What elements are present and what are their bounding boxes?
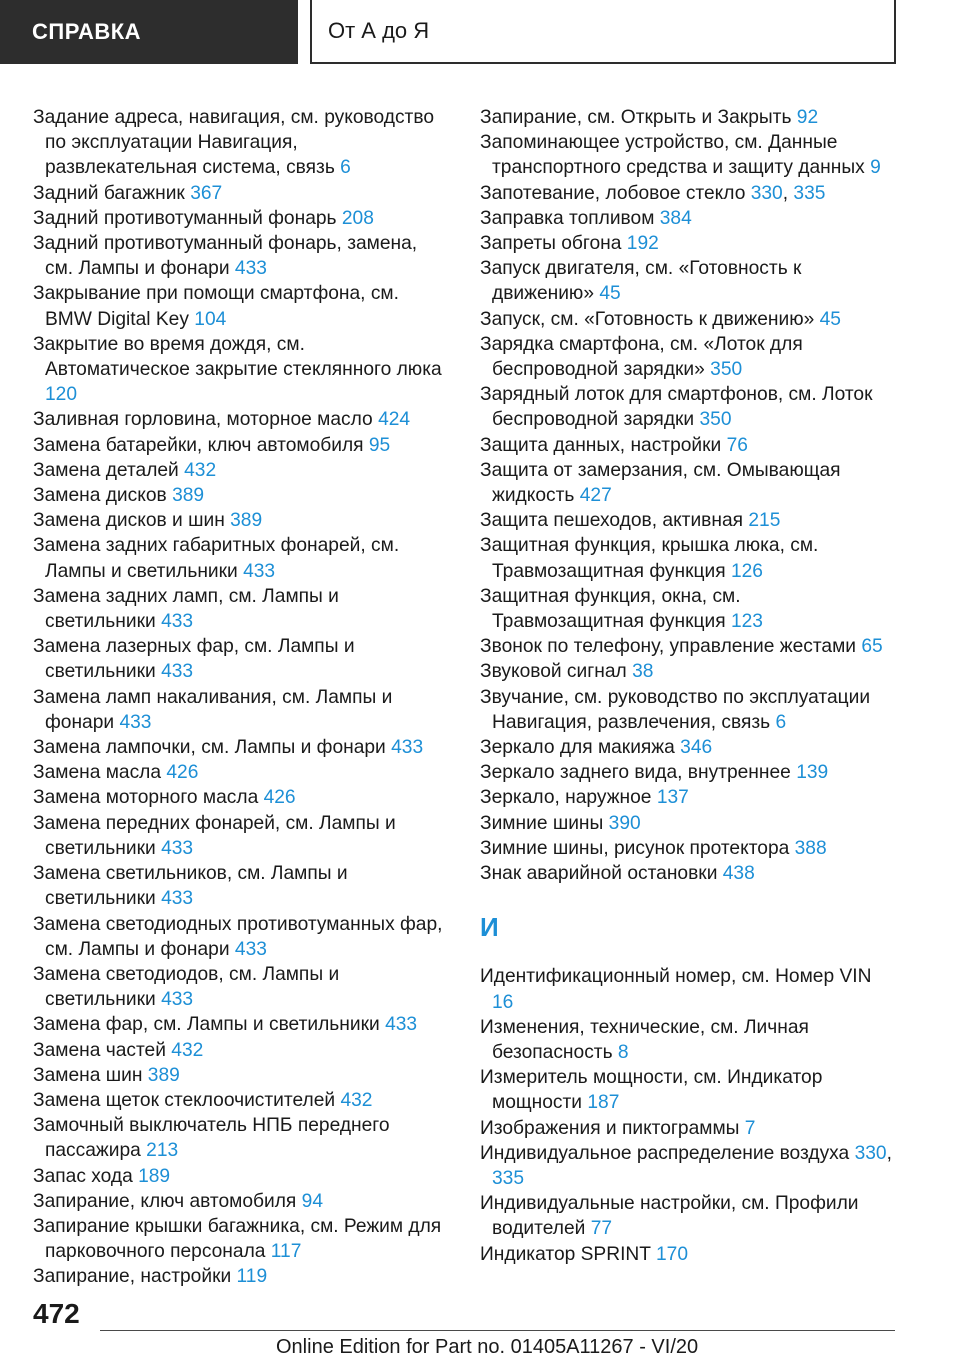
index-entry — [480, 231, 895, 256]
index-entry-text: Зеркало заднего вида, внутреннее — [480, 762, 791, 784]
index-entry-text: Замена фар, см. Лампы и светильники — [33, 1014, 380, 1036]
page-reference-link[interactable]: 433 — [391, 737, 424, 759]
index-entry-text: Замена лампочки, см. Лампы и фонари — [33, 737, 386, 759]
page-reference-link[interactable]: 77 — [590, 1218, 613, 1240]
index-entry — [480, 332, 895, 382]
page-reference-link[interactable]: 367 — [190, 182, 223, 204]
index-group-z — [480, 105, 895, 886]
index-entry — [33, 1189, 448, 1214]
page-reference-link[interactable]: 9 — [870, 157, 881, 179]
index-entry — [33, 861, 448, 911]
index-entry-text: Защитная функция, крышка люка, см. Травмозащитная функция — [480, 535, 819, 582]
page-reference-link[interactable]: 433 — [385, 1014, 418, 1036]
index-entry — [480, 1065, 895, 1115]
index-entry-text: Заправка топливом — [480, 207, 655, 229]
index-entry-text: Замена моторного масла — [33, 787, 259, 809]
index-entry-text: Идентификационный номер, см. Номер VIN — [480, 966, 872, 988]
index-entry — [33, 483, 448, 508]
page-reference-link[interactable]: 7 — [744, 1117, 756, 1139]
page-reference-link[interactable]: 213 — [146, 1140, 179, 1162]
index-entry — [480, 533, 895, 583]
page-reference-link[interactable]: 6 — [340, 157, 351, 179]
index-entry-text: Защитная функция, окна, см. Травмозащитная функция — [480, 585, 741, 633]
index-entry-text: Запоминающее устройство, см. Данные транспортного средства и защиту данных — [480, 132, 865, 179]
index-entry-text: Замена шин — [33, 1064, 143, 1086]
index-entry-text: Индикатор SPRINT — [480, 1243, 651, 1265]
index-entry: Запотевание, лобовое стекло 330, 335 — [480, 182, 826, 204]
index-entry — [480, 1242, 895, 1267]
index-entry — [33, 735, 448, 760]
page-reference-link[interactable]: 384 — [659, 207, 692, 229]
page-reference-link[interactable]: 95 — [368, 434, 391, 456]
page-reference-link[interactable]: 389 — [147, 1064, 180, 1086]
index-entry-text: Запотевание, лобовое стекло — [480, 182, 746, 204]
page-reference-link[interactable]: 208 — [341, 207, 374, 229]
page-reference-link[interactable]: 119 — [236, 1266, 268, 1288]
index-group-i — [480, 964, 895, 1266]
page-reference-link[interactable]: 123 — [730, 611, 763, 633]
index-entry-text: Запуск двигателя, см. «Готовность к движению» — [480, 258, 802, 305]
index-entry — [480, 1015, 895, 1065]
page-reference-link[interactable]: 330 — [750, 182, 783, 204]
index-entry-text: Задний противотуманный фонарь, замена, см. Лампы и фонари — [33, 233, 418, 280]
page-reference-link[interactable]: 438 — [722, 863, 755, 885]
index-entry — [33, 811, 448, 861]
index-entry — [33, 962, 448, 1012]
index-entry — [33, 685, 448, 735]
index-entry-text: Защита пешеходов, активная — [480, 510, 744, 532]
index-entry-text: Зеркало для макияжа — [480, 737, 675, 759]
index-entry — [33, 332, 448, 408]
page-reference-link[interactable]: 433 — [119, 711, 152, 733]
index-entry-text: Зарядный лоток для смартфонов, см. Лоток беспроводной зарядки — [480, 384, 873, 431]
index-entry-text: Закрывание при помощи смартфона, см. BMW Digital Key — [33, 283, 399, 330]
index-entry-text: Зимние шины — [480, 812, 604, 834]
page-reference-link[interactable]: 350 — [699, 409, 732, 431]
index-entry-text: Запас хода — [33, 1165, 133, 1187]
page-reference-link[interactable]: 433 — [234, 258, 267, 280]
page-number: 472 — [33, 1298, 80, 1329]
page-reference-link[interactable]: 117 — [270, 1241, 302, 1263]
index-entry-text: Замена деталей — [33, 459, 179, 481]
page-reference-link[interactable]: 65 — [861, 636, 883, 658]
page-reference-link[interactable]: 433 — [161, 611, 194, 633]
page-reference-link[interactable]: 16 — [492, 991, 514, 1013]
index-entry — [480, 735, 895, 760]
index-entry-text: Запирание, настройки — [33, 1266, 232, 1288]
index-entry — [480, 1116, 895, 1141]
footer-edition-text: Online Edition for Part no. 01405A11267 - VI/20 — [276, 1336, 699, 1358]
index-entry — [33, 1164, 448, 1189]
index-entry-text: Замена дисков и шин — [33, 510, 225, 532]
page-reference-link[interactable]: 335 — [793, 182, 826, 204]
page-reference-link[interactable]: 433 — [161, 661, 194, 683]
index-entry — [33, 1012, 448, 1037]
index-entry-text: Запуск, см. «Готовность к движению» — [480, 308, 815, 330]
page-reference-link[interactable]: 94 — [301, 1190, 323, 1212]
page-reference-link[interactable]: 390 — [608, 812, 641, 834]
page-reference-link[interactable]: 187 — [587, 1092, 620, 1114]
index-entry-text: Замена задних габаритных фонарей, см. Лампы и светильники — [33, 535, 400, 582]
index-entry — [480, 861, 895, 886]
index-entry — [480, 256, 895, 306]
index-entry — [33, 533, 448, 583]
index-entry — [33, 281, 448, 331]
page-reference-link[interactable]: 388 — [794, 837, 827, 859]
index-entry — [480, 760, 895, 785]
page-reference-link[interactable]: 433 — [243, 560, 276, 582]
index-entry-text: Закрытие во время дождя, см. Автоматическое закрытие стеклянного люка — [33, 333, 442, 381]
index-entry-text: Замена светодиодов, см. Лампы и светильники — [33, 963, 340, 1011]
page-reference-link[interactable]: 389 — [230, 510, 263, 532]
page-reference-link[interactable]: 38 — [632, 661, 654, 683]
index-entry-text: Замена задних ламп, см. Лампы и светильники — [33, 585, 339, 633]
index-entry — [480, 584, 895, 634]
index-entry — [33, 1214, 448, 1264]
index-entry-text: Задний противотуманный фонарь — [33, 207, 337, 229]
section-letter-heading: И — [480, 912, 499, 943]
index-entry-text: Индивидуальные настройки, см. Профили водителей — [480, 1193, 859, 1240]
page-reference-link[interactable]: 45 — [819, 308, 841, 330]
page-reference-link[interactable]: 6 — [775, 711, 787, 733]
index-entry — [33, 181, 448, 206]
page-reference-link[interactable]: 335 — [492, 1167, 525, 1189]
index-entry — [33, 105, 448, 181]
index-entry-text: Зеркало, наружное — [480, 787, 652, 809]
index-entry — [480, 105, 895, 130]
index-entry — [33, 760, 448, 785]
index-entry — [480, 382, 895, 432]
index-entry-text: Замена светодиодных противотуманных фар, см. Лампы и фонари — [33, 913, 443, 960]
page-reference-link[interactable]: 126 — [730, 560, 763, 582]
index-entry — [480, 458, 895, 508]
index-entry-text: Замена лазерных фар, см. Лампы и светильники — [33, 636, 355, 683]
index-entry — [480, 811, 895, 836]
index-column-left — [33, 105, 448, 1290]
page-reference-link[interactable]: 433 — [161, 837, 194, 859]
index-entry — [480, 785, 895, 810]
index-entry-text: Задание адреса, навигация, см. руководство по эксплуатации Навигация, развлекательная система, связь — [33, 107, 434, 179]
index-entry-text: Замочный выключатель НПБ переднего пассажира — [33, 1115, 390, 1162]
index-entry-text: Замена частей — [33, 1039, 166, 1061]
page-reference-link[interactable]: 426 — [263, 787, 296, 809]
page-reference-link[interactable]: 432 — [184, 459, 217, 481]
index-entry-text: Изменения, технические, см. Личная безопасность — [480, 1016, 809, 1063]
index-entry-text: Запреты обгона — [480, 233, 622, 255]
section-tab[interactable]: СПРАВКА — [0, 0, 298, 64]
index-entry — [33, 407, 448, 432]
index-entry — [480, 433, 895, 458]
index-entry — [480, 634, 895, 659]
index-entry — [480, 307, 895, 332]
index-entry — [33, 785, 448, 810]
index-entry — [33, 1264, 448, 1289]
page-reference-link[interactable]: 346 — [680, 737, 713, 759]
index-entry — [480, 836, 895, 861]
index-column-right — [480, 105, 895, 1267]
index-entry — [33, 1063, 448, 1088]
index-entry-text: Заливная горловина, моторное масло — [33, 409, 373, 431]
index-entry-text: Измеритель мощности, см. Индикатор мощности — [480, 1067, 823, 1114]
index-entry-text: Замена щеток стеклоочистителей — [33, 1089, 336, 1111]
index-entry — [33, 584, 448, 634]
index-entry-text: Звучание, см. руководство по эксплуатации Навигация, развлечения, связь — [480, 686, 871, 733]
index-entry — [33, 1113, 448, 1163]
index-entry-text: Замена светильников, см. Лампы и светильники — [33, 863, 348, 910]
page-reference-link[interactable]: 104 — [194, 308, 227, 330]
index-entry-text: Знак аварийной остановки — [480, 863, 718, 885]
index-entry — [33, 912, 448, 962]
page-reference-link[interactable]: 350 — [710, 359, 743, 381]
index-entry-text: Запирание крышки багажника, см. Режим для парковочного персонала — [33, 1215, 442, 1263]
footer-divider — [100, 1330, 895, 1331]
page-reference-link[interactable]: 433 — [234, 938, 267, 960]
index-entry-text: Индивидуальное распределение воздуха — [480, 1142, 850, 1164]
index-entry-text: Изображения и пиктограммы — [480, 1117, 740, 1139]
index-entry — [33, 206, 448, 231]
index-entry — [33, 508, 448, 533]
page-reference-link[interactable]: 192 — [626, 233, 659, 255]
index-entry — [33, 433, 448, 458]
page-reference-link[interactable]: 433 — [161, 989, 194, 1011]
index-entry — [480, 685, 895, 735]
index-entry-text: Замена дисков — [33, 485, 167, 507]
index-entry-text: Зимние шины, рисунок протектора — [480, 837, 790, 859]
index-entry-text: Замена батарейки, ключ автомобиля — [33, 434, 364, 456]
page-reference-link[interactable]: 120 — [45, 384, 78, 406]
page-reference-link[interactable]: 92 — [796, 107, 819, 128]
index-entry-text: Замена ламп накаливания, см. Лампы и фонари — [33, 686, 393, 733]
index-entry — [480, 964, 895, 1014]
page-reference-link[interactable]: 189 — [138, 1165, 171, 1187]
chapter-title: От А до Я — [310, 0, 896, 64]
index-entry — [33, 458, 448, 483]
index-entry — [33, 634, 448, 684]
page-reference-link[interactable]: 139 — [796, 762, 829, 784]
page-reference-link[interactable]: 427 — [579, 485, 612, 507]
index-entry — [480, 130, 895, 180]
index-entry — [480, 659, 895, 684]
index-entry-text: Защита данных, настройки — [480, 434, 722, 456]
index-entry-text: Замена масла — [33, 762, 162, 784]
page-header — [0, 0, 960, 64]
page-reference-link[interactable]: 215 — [748, 510, 781, 532]
index-entry — [480, 508, 895, 533]
page-reference-link[interactable]: 433 — [161, 888, 194, 910]
page-reference-link[interactable]: 137 — [656, 787, 689, 809]
index-entry — [33, 231, 448, 281]
index-entry-text: Запирание, см. Открыть и Закрыть — [480, 107, 792, 128]
page-reference-link[interactable]: 170 — [655, 1243, 688, 1265]
index-entry-text: Звонок по телефону, управление жестами — [480, 636, 856, 658]
index-entry-text: Защита от замерзания, см. Омывающая жидкость — [480, 459, 841, 507]
page-reference-link[interactable]: 432 — [171, 1039, 204, 1061]
index-entry — [480, 206, 895, 231]
page-reference-link[interactable]: 330 — [854, 1142, 887, 1164]
index-entry-text: Задний багажник — [33, 182, 185, 204]
page-reference-link[interactable]: 76 — [726, 434, 748, 456]
index-entry-text: Звуковой сигнал — [480, 661, 627, 683]
index-entry — [33, 1088, 448, 1113]
page-reference-link[interactable]: 389 — [172, 485, 205, 507]
page-reference-link[interactable]: 45 — [599, 283, 621, 305]
index-entry — [480, 1191, 895, 1241]
index-entry-text: Зарядка смартфона, см. «Лоток для беспроводной зарядки» — [480, 333, 803, 381]
index-entry — [33, 1038, 448, 1063]
index-entry-text: Замена передних фонарей, см. Лампы и светильники — [33, 812, 396, 859]
page-reference-link[interactable]: 432 — [340, 1089, 373, 1111]
index-entry-text: Запирание, ключ автомобиля — [33, 1190, 297, 1212]
page-reference-link[interactable]: 424 — [378, 409, 411, 431]
index-entry: Индивидуальное распределение воздуха 330, 335 — [480, 1142, 892, 1189]
page-reference-link[interactable]: 8 — [617, 1041, 629, 1063]
page-reference-link[interactable]: 426 — [166, 762, 199, 784]
